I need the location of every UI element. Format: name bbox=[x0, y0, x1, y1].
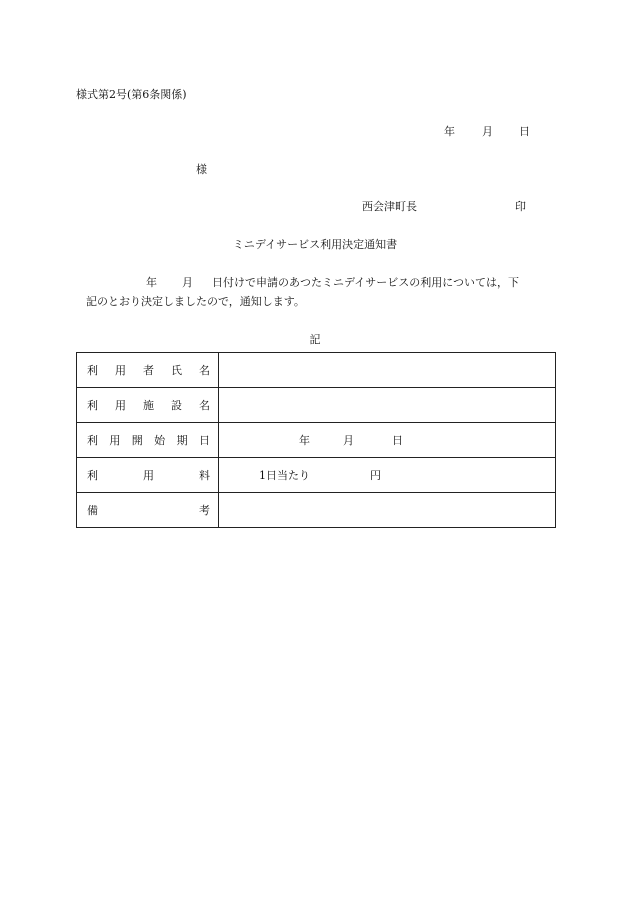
row-label-start-date bbox=[77, 423, 219, 458]
document-title: ミニデイサービス利用決定通知書 bbox=[232, 238, 398, 251]
start-year: 年 bbox=[299, 434, 310, 447]
label-char: 氏 bbox=[171, 364, 182, 377]
label-char: 用 bbox=[115, 364, 126, 377]
label-char: 施 bbox=[143, 399, 154, 412]
table-row bbox=[77, 388, 556, 423]
user-name-value bbox=[219, 353, 556, 388]
body-year: 年 bbox=[146, 276, 157, 289]
form-number: 様式第2号(第6条関係) bbox=[76, 88, 187, 101]
body-month: 月 bbox=[182, 276, 193, 289]
label-char: 日 bbox=[198, 434, 210, 447]
row-label-fee bbox=[77, 458, 219, 493]
label-char: 料 bbox=[199, 469, 210, 482]
label-char: 備 bbox=[87, 504, 98, 517]
label-char: 者 bbox=[143, 364, 154, 377]
label-char: 考 bbox=[199, 504, 210, 517]
label-char: 名 bbox=[199, 364, 210, 377]
facility-name-value bbox=[219, 388, 556, 423]
label-char: 名 bbox=[199, 399, 210, 412]
start-day: 日 bbox=[392, 434, 403, 447]
label-char: 開 bbox=[131, 434, 143, 447]
table-row bbox=[77, 353, 556, 388]
table-row bbox=[77, 493, 556, 528]
label-char: 利 bbox=[87, 469, 98, 482]
label-char: 始 bbox=[154, 434, 166, 447]
fee-prefix: 1日当たり bbox=[259, 469, 310, 482]
label-char: 利 bbox=[87, 399, 98, 412]
seal-mark: 印 bbox=[515, 200, 526, 213]
issuer-name: 西会津町長 bbox=[362, 200, 417, 213]
date-year: 年 bbox=[444, 125, 455, 138]
notice-body bbox=[76, 273, 556, 311]
fee-unit: 円 bbox=[370, 469, 381, 482]
recipient-honorific: 様 bbox=[196, 163, 207, 176]
remarks-value bbox=[219, 493, 556, 528]
label-char: 期 bbox=[176, 434, 188, 447]
date-day: 日 bbox=[519, 125, 530, 138]
label-char: 利 bbox=[87, 434, 98, 447]
label-char: 用 bbox=[115, 399, 126, 412]
notice-body-line-2: 記のとおり決定しましたので，通知します。 bbox=[86, 295, 305, 308]
table-row bbox=[77, 458, 556, 493]
table-row bbox=[77, 423, 556, 458]
ki-heading: 記 bbox=[309, 333, 321, 346]
start-month: 月 bbox=[343, 434, 354, 447]
issue-date bbox=[444, 123, 530, 139]
notice-body-line-1 bbox=[76, 273, 556, 292]
detail-table bbox=[76, 352, 556, 528]
row-label-remarks bbox=[77, 493, 219, 528]
label-char: 設 bbox=[171, 399, 182, 412]
label-char: 利 bbox=[87, 364, 98, 377]
label-char: 用 bbox=[143, 469, 154, 482]
fee-value bbox=[219, 458, 556, 493]
start-date-value bbox=[219, 423, 556, 458]
body-line1-text: 日付けで申請のあつたミニデイサービスの利用については，下 bbox=[212, 276, 520, 289]
row-label-facility-name bbox=[77, 388, 219, 423]
label-char: 用 bbox=[109, 434, 121, 447]
row-label-user-name bbox=[77, 353, 219, 388]
date-month: 月 bbox=[482, 125, 493, 138]
